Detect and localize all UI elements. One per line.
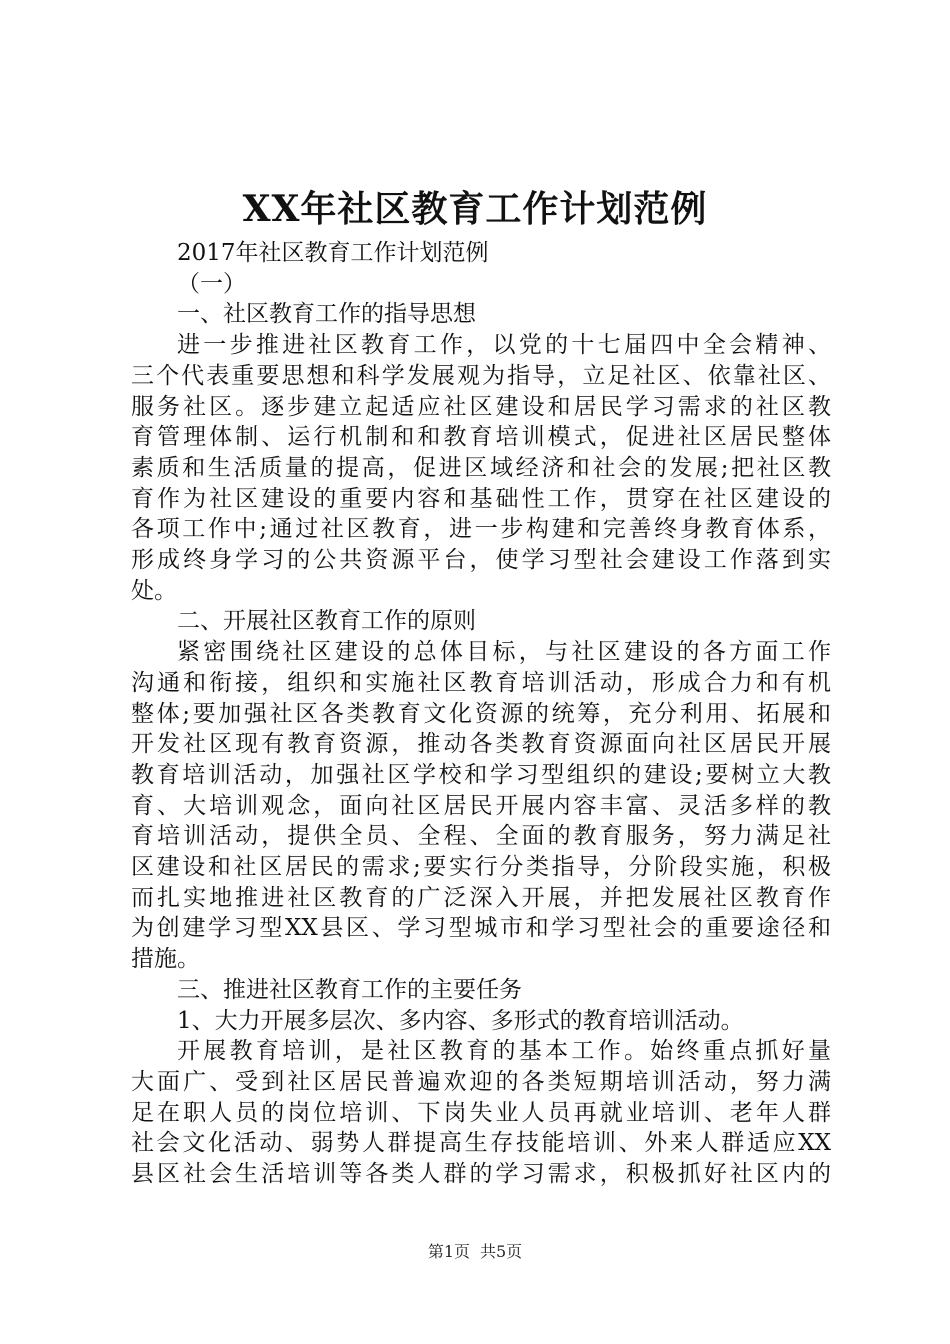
- paragraph-line: 而扎实地推进社区教育的广泛深入开展，并把发展社区教育作: [131, 884, 831, 911]
- section-heading: 三、推进社区教育工作的主要任务: [177, 976, 522, 1003]
- page-number: 第1页: [427, 1242, 470, 1261]
- paragraph-line: 区建设和社区居民的需求;要实行分类指导，分阶段实施，积极: [131, 854, 831, 881]
- paragraph-line: 进一步推进社区教育工作，以党的十七届四中全会精神、: [177, 332, 831, 359]
- document-body: [131, 238, 831, 1190]
- paragraph-line: 育培训活动，提供全员、全程、全面的教育服务，努力满足社: [131, 823, 831, 850]
- paragraph-line: 处。: [131, 577, 177, 604]
- paragraph-line: 措施。: [131, 946, 200, 973]
- section-heading: 二、开展社区教育工作的原则: [177, 608, 476, 635]
- paragraph-line: 育作为社区建设的重要内容和基础性工作，贯穿在社区建设的: [131, 485, 831, 512]
- paragraph-line: 育、大培训观念，面向社区居民开展内容丰富、灵活多样的教: [131, 792, 831, 819]
- paragraph-line: 紧密围绕社区建设的总体目标，与社区建设的各方面工作: [177, 639, 831, 666]
- paragraph-line: 沟通和衔接，组织和实施社区教育培训活动，形成合力和有机: [131, 669, 831, 696]
- paragraph-line: 育管理体制、运行机制和和教育培训模式，促进社区居民整体: [131, 424, 831, 451]
- subtitle-line: 2017年社区教育工作计划范例: [177, 240, 489, 266]
- total-pages: 共5页: [480, 1242, 523, 1261]
- subsection-heading: 1、大力开展多层次、多内容、多形式的教育培训活动。: [177, 1007, 744, 1034]
- document-title: XX年社区教育工作计划范例: [242, 188, 708, 230]
- section-heading: 一、社区教育工作的指导思想: [177, 301, 476, 328]
- paragraph-line: 大面广、受到社区居民普遍欢迎的各类短期培训活动，努力满: [131, 1068, 831, 1095]
- paragraph-line: 教育培训活动，加强社区学校和学习型组织的建设;要树立大教: [131, 761, 831, 788]
- paragraph-line: 三个代表重要思想和科学发展观为指导，立足社区、依靠社区、: [131, 362, 831, 389]
- paragraph-line: 社会文化活动、弱势人群提高生存技能培训、外来人群适应XX: [131, 1130, 831, 1157]
- paragraph-line: 为创建学习型XX县区、学习型城市和学习型社会的重要途径和: [131, 915, 831, 942]
- paragraph-line: 素质和生活质量的提高，促进区域经济和社会的发展;把社区教: [131, 454, 831, 481]
- paragraph-line: 整体;要加强社区各类教育文化资源的统筹，充分利用、拓展和: [131, 700, 831, 727]
- paragraph-line: 开展教育培训，是社区教育的基本工作。始终重点抓好量: [177, 1038, 831, 1065]
- paragraph-line: 服务社区。逐步建立起适应社区建设和居民学习需求的社区教: [131, 393, 831, 420]
- paragraph-line: 足在职人员的岗位培训、下岗失业人员再就业培训、老年人群: [131, 1099, 831, 1126]
- paragraph-line: 县区社会生活培训等各类人群的学习需求，积极抓好社区内的: [131, 1161, 831, 1188]
- paragraph-line: 开发社区现有教育资源，推动各类教育资源面向社区居民开展: [131, 731, 831, 758]
- paragraph-line: 各项工作中;通过社区教育，进一步构建和完善终身教育体系，: [131, 516, 831, 543]
- paragraph-line: 形成终身学习的公共资源平台，使学习型社会建设工作落到实: [131, 547, 831, 574]
- section-number: （一）: [177, 270, 246, 297]
- page-footer: [0, 1240, 950, 1264]
